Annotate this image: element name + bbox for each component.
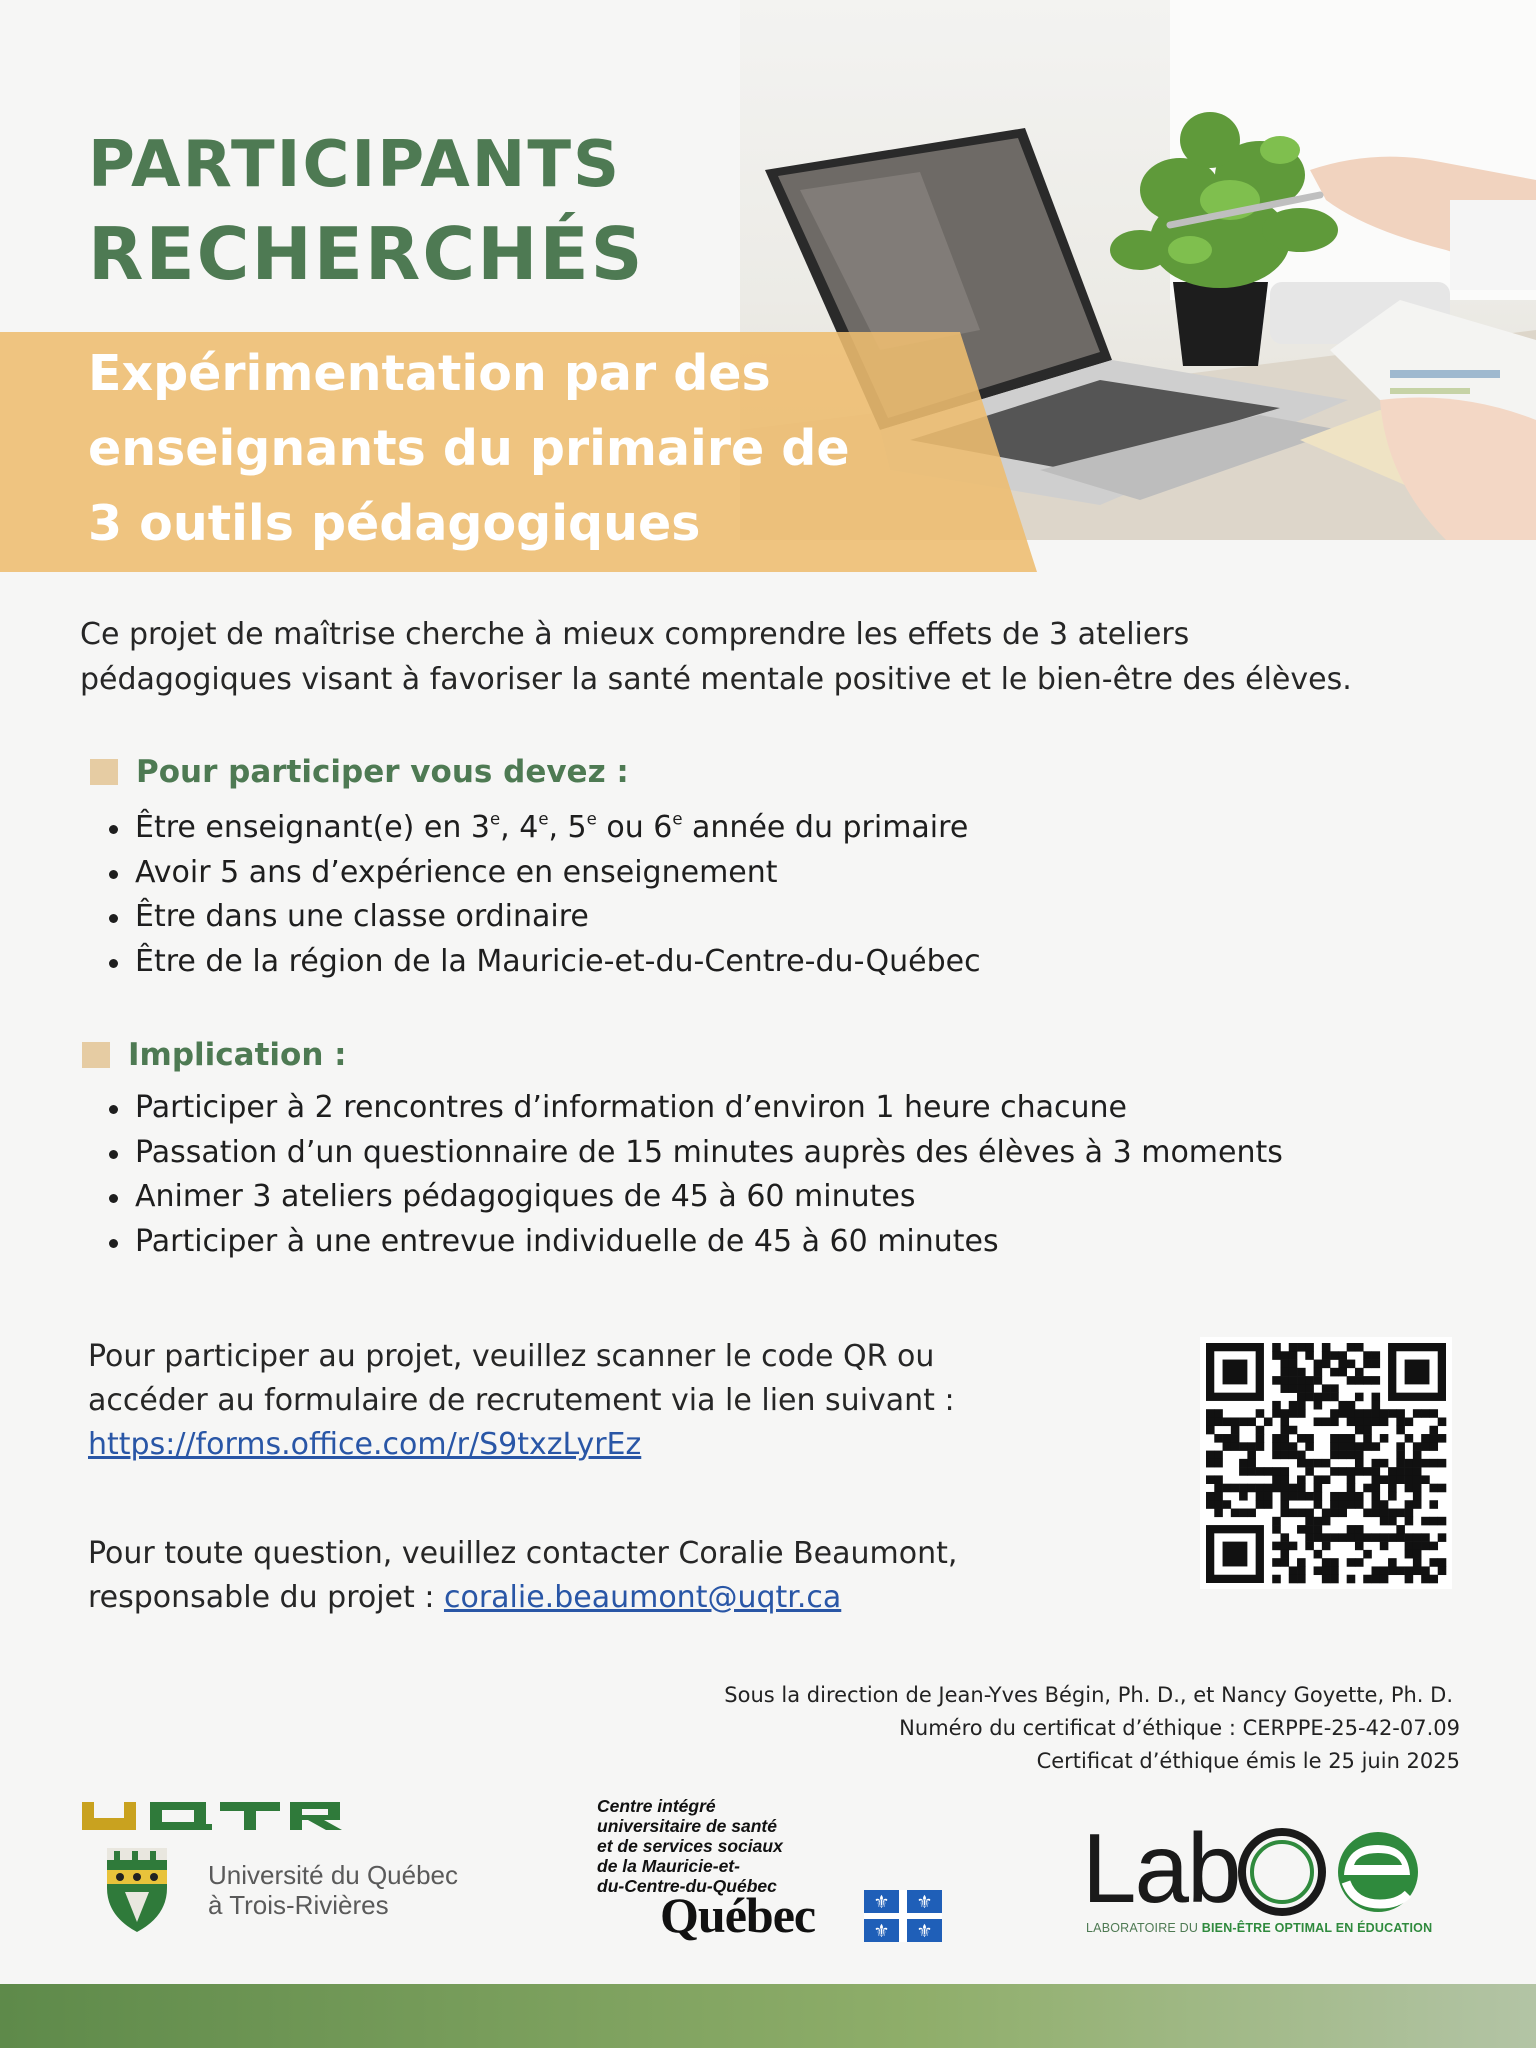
contact-email-link[interactable]: coralie.beaumont@uqtr.ca (443, 1580, 842, 1615)
qr-code-icon (1200, 1337, 1452, 1589)
contact-info (88, 1532, 957, 1620)
involvement-heading (82, 1037, 347, 1073)
subtitle-line-3: 3 outils pédagogiques (88, 495, 701, 552)
uqtr-name-line-2: à Trois-Rivières (208, 1890, 389, 1920)
requirements-heading-label: Pour participer vous devez : (136, 754, 629, 790)
credit-certificate-number: Numéro du certificat d’éthique : CERPPE-25-42-07.09 (899, 1716, 1460, 1740)
cta-line-1: Pour participer au projet, veuillez scanner le code QR ou (88, 1339, 935, 1374)
requirements-list (135, 806, 981, 984)
quebec-flag-icon (864, 1890, 942, 1942)
cta-line-2: accéder au formulaire de recrutement via le lien suivant : (88, 1383, 955, 1418)
svg-text:⚜: ⚜ (916, 1892, 933, 1913)
list-item: Passation d’un questionnaire de 15 minutes auprès des élèves à 3 moments (135, 1131, 1283, 1176)
list-item: Avoir 5 ans d’expérience en enseignement (135, 851, 981, 896)
svg-text:⚜: ⚜ (916, 1921, 933, 1942)
intro-line-2: pédagogiques visant à favoriser la santé mentale positive et le bien-être des élèves. (80, 662, 1352, 697)
svg-text:⚜: ⚜ (873, 1921, 890, 1942)
contact-line-1: Pour toute question, veuillez contacter Coralie Beaumont, (88, 1536, 958, 1571)
recruitment-form-link[interactable]: https://forms.office.com/r/S9txzLyrEz (88, 1427, 642, 1462)
ciusss-name: Centre intégré universitaire de santé et de services sociaux de la Mauricie-et- du-Centre-du-Québec (597, 1796, 783, 1896)
quebec-wordmark: Québec (660, 1887, 816, 1943)
footer-bar (0, 1984, 1536, 2048)
qr-code[interactable] (1200, 1337, 1452, 1589)
title-recherches: RECHERCHÉS (88, 212, 645, 296)
intro-paragraph (80, 612, 1352, 702)
involvement-list (135, 1086, 1283, 1264)
list-item: Participer à 2 rencontres d’information d’environ 1 heure chacune (135, 1086, 1283, 1131)
laboe-tagline: LABORATOIRE DU BIEN-ÊTRE OPTIMAL EN ÉDUCATION (1086, 1921, 1433, 1935)
contact-line-2-prefix: responsable du projet : (88, 1580, 444, 1615)
list-item: Participer à une entrevue individuelle de 45 à 60 minutes (135, 1220, 1283, 1265)
uqtr-name-line-1: Université du Québec (208, 1860, 459, 1890)
laboe-logo (1082, 1812, 1442, 1922)
participation-instructions (88, 1335, 955, 1467)
credit-direction: Sous la direction de Jean-Yves Bégin, Ph. D., et Nancy Goyette, Ph. D. (724, 1683, 1453, 1707)
svg-text:⚜: ⚜ (873, 1892, 890, 1913)
credit-certificate-date: Certificat d’éthique émis le 25 juin 2025 (1036, 1749, 1460, 1773)
subtitle-line-2: enseignants du primaire de (88, 420, 850, 477)
requirements-heading (90, 754, 629, 790)
involvement-heading-label: Implication : (128, 1037, 347, 1073)
list-item: Être dans une classe ordinaire (135, 895, 981, 940)
intro-line-1: Ce projet de maîtrise cherche à mieux comprendre les effets de 3 ateliers (80, 617, 1190, 652)
subtitle-line-1: Expérimentation par des (88, 345, 771, 402)
list-item: Être de la région de la Mauricie-et-du-Centre-du-Québec (135, 940, 981, 985)
title-participants: PARTICIPANTS (88, 128, 622, 202)
list-item: Animer 3 ateliers pédagogiques de 45 à 60 minutes (135, 1175, 1283, 1220)
svg-text:Lab: Lab (1082, 1813, 1240, 1922)
square-bullet-icon (82, 1042, 110, 1068)
list-item: Être enseignant(e) en 3e, 4e, 5e ou 6e année du primaire (135, 806, 981, 851)
square-bullet-icon (90, 759, 118, 785)
